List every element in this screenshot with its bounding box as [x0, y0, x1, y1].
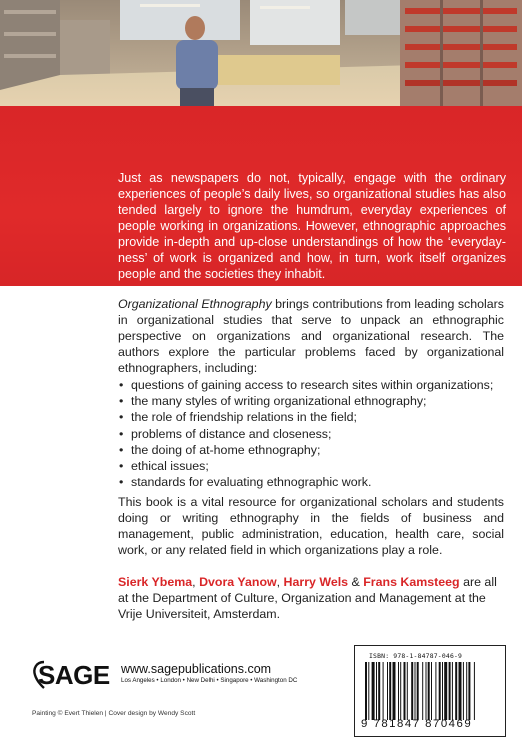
painting-illustration [0, 0, 522, 106]
intro-paragraph: Just as newspapers do not, typically, engage with the ordinary experiences of people’s daily lives, so organizational studies has also tended largely to ignore the humdrum, everyday experiences of people working in organizations. However, ethnographic approaches provide in-depth and up-close understandings of how the ‘everyday-ness’ of work is organized and how, in turn, work itself organizes people and the societies they inhabit. [118, 171, 506, 281]
list-item [118, 409, 508, 425]
list-item [118, 458, 508, 474]
resource-paragraph: This book is a vital resource for organizational scholars and students doing or writing ethnography in the fields of business and management, public administration, education, health care, social work, or any related field in which organizations play a role. [118, 495, 504, 557]
bullet-icon: • [119, 442, 124, 457]
book-title-italic: Organizational Ethnography [118, 297, 272, 311]
bullet-icon: • [119, 475, 124, 490]
cover-credits: Painting © Evert Thielen | Cover design by Wendy Scott [32, 710, 196, 717]
list-item-text: standards for evaluating ethnographic work. [131, 475, 372, 490]
cover-painting [0, 0, 522, 106]
bullet-icon: • [119, 410, 124, 425]
authors-affiliation: are all at the Department of Culture, Organization and Management at the Vrije Universiteit, Amsterdam. [118, 575, 497, 621]
author-name: Dvora Yanow [199, 575, 277, 589]
publisher-url[interactable]: www.sagepublications.com [121, 662, 272, 676]
author-name: Frans Kamsteeg [363, 575, 460, 589]
list-item-text: problems of distance and closeness; [131, 426, 332, 441]
author-separator: , [192, 575, 200, 589]
list-item [118, 426, 508, 442]
list-item [118, 377, 508, 393]
list-item-text: the many styles of writing organizational ethnography; [131, 394, 427, 409]
bullet-icon: • [119, 378, 124, 392]
authors-paragraph [118, 574, 504, 622]
topics-list [118, 377, 508, 490]
list-item [118, 393, 508, 409]
list-item-text: the role of friendship relations in the field; [131, 410, 357, 425]
description-text: brings contributions from leading scholars in organizational studies that serve to unpack an ethnographic perspective on organizations and organizational research. The authors explore the particular problems faced by organizational ethnographers, including: [118, 297, 504, 375]
author-name: Sierk Ybema [118, 575, 193, 589]
list-item [118, 442, 508, 458]
isbn-text: ISBN: 978-1-84787-046-9 [369, 652, 463, 660]
description-paragraph [118, 296, 504, 376]
barcode-icon [365, 662, 497, 720]
list-item [118, 474, 508, 490]
list-item-text: the doing of at-home ethnography; [131, 442, 321, 457]
barcode-box [354, 645, 506, 737]
bullet-icon: • [119, 394, 124, 409]
barcode-digits: 9 781847 870469 [361, 718, 473, 730]
author-separator: , [276, 575, 284, 589]
list-item-text: questions of gaining access to research sites within organizations; [131, 378, 494, 392]
bullet-icon: • [119, 459, 124, 474]
list-item-text: ethical issues; [131, 459, 209, 474]
publisher-cities: Los Angeles • London • New Delhi • Singapore • Washington DC [121, 677, 298, 684]
bullet-icon: • [119, 426, 124, 441]
author-name: Harry Wels [283, 575, 349, 589]
author-separator: & [348, 575, 364, 589]
sage-logo-text: SAGE [38, 660, 110, 690]
